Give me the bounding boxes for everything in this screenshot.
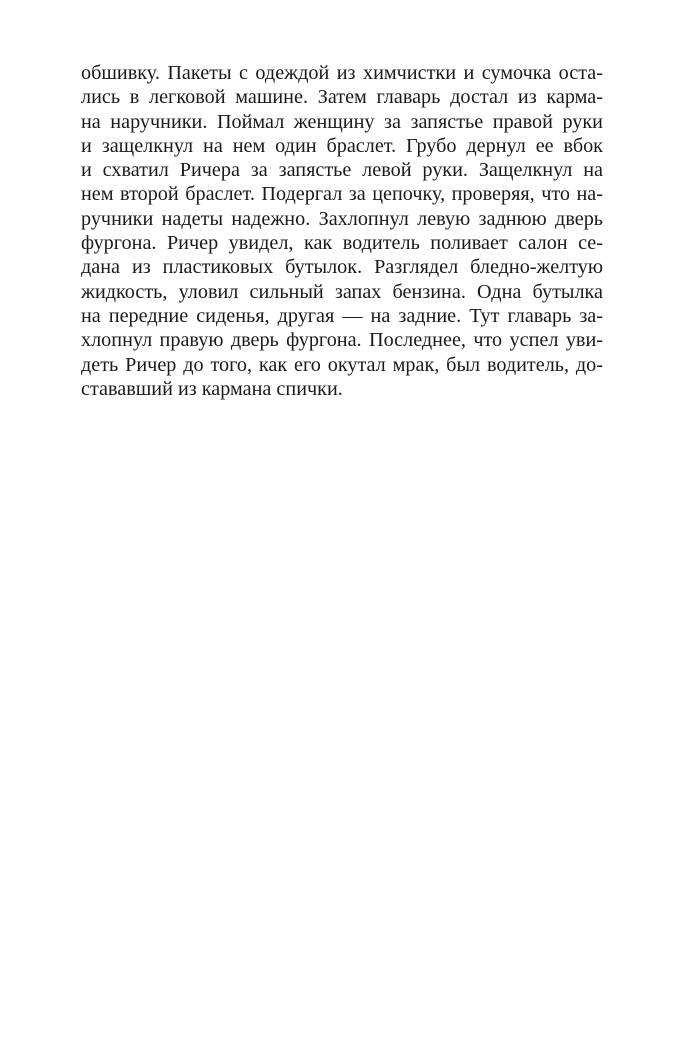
text-line-14: стававший из кармана спички. <box>81 377 343 400</box>
text-line-7: ручники надеты надежно. Захлопнул левую заднюю дверь <box>81 207 603 230</box>
text-line-9: дана из пластиковых бутылок. Разглядел бледно-желтую <box>81 256 603 279</box>
text-line-1: обшивку. Пакеты с одеждой из химчистки и сумочка оста- <box>81 62 603 84</box>
text-line-4: и защелкнул на нем один браслет. Грубо дернул ее вбок <box>81 134 603 157</box>
text-line-12: хлопнул правую дверь фургона. Последнее, что успел уви- <box>81 329 603 352</box>
text-line-10: жидкость, уловил сильный запах бензина. Одна бутылка <box>81 280 603 303</box>
text-line-5: и схватил Ричера за запястье левой руки. Защелкнул на <box>81 159 603 182</box>
text-line-6: нем второй браслет. Подергал за цепочку, проверяя, что на- <box>81 183 603 206</box>
text-line-8: фургона. Ричер увидел, как водитель поливает салон се- <box>81 232 603 255</box>
text-line-13: деть Ричер до того, как его окутал мрак, был водитель, до- <box>81 353 603 376</box>
body-paragraph <box>81 61 603 401</box>
text-line-11: на передние сиденья, другая — на задние. Тут главарь за- <box>81 304 603 327</box>
text-line-2: лись в легковой машине. Затем главарь достал из карма- <box>81 86 603 109</box>
text-line-3: на наручники. Поймал женщину за запястье правой руки <box>81 110 603 133</box>
